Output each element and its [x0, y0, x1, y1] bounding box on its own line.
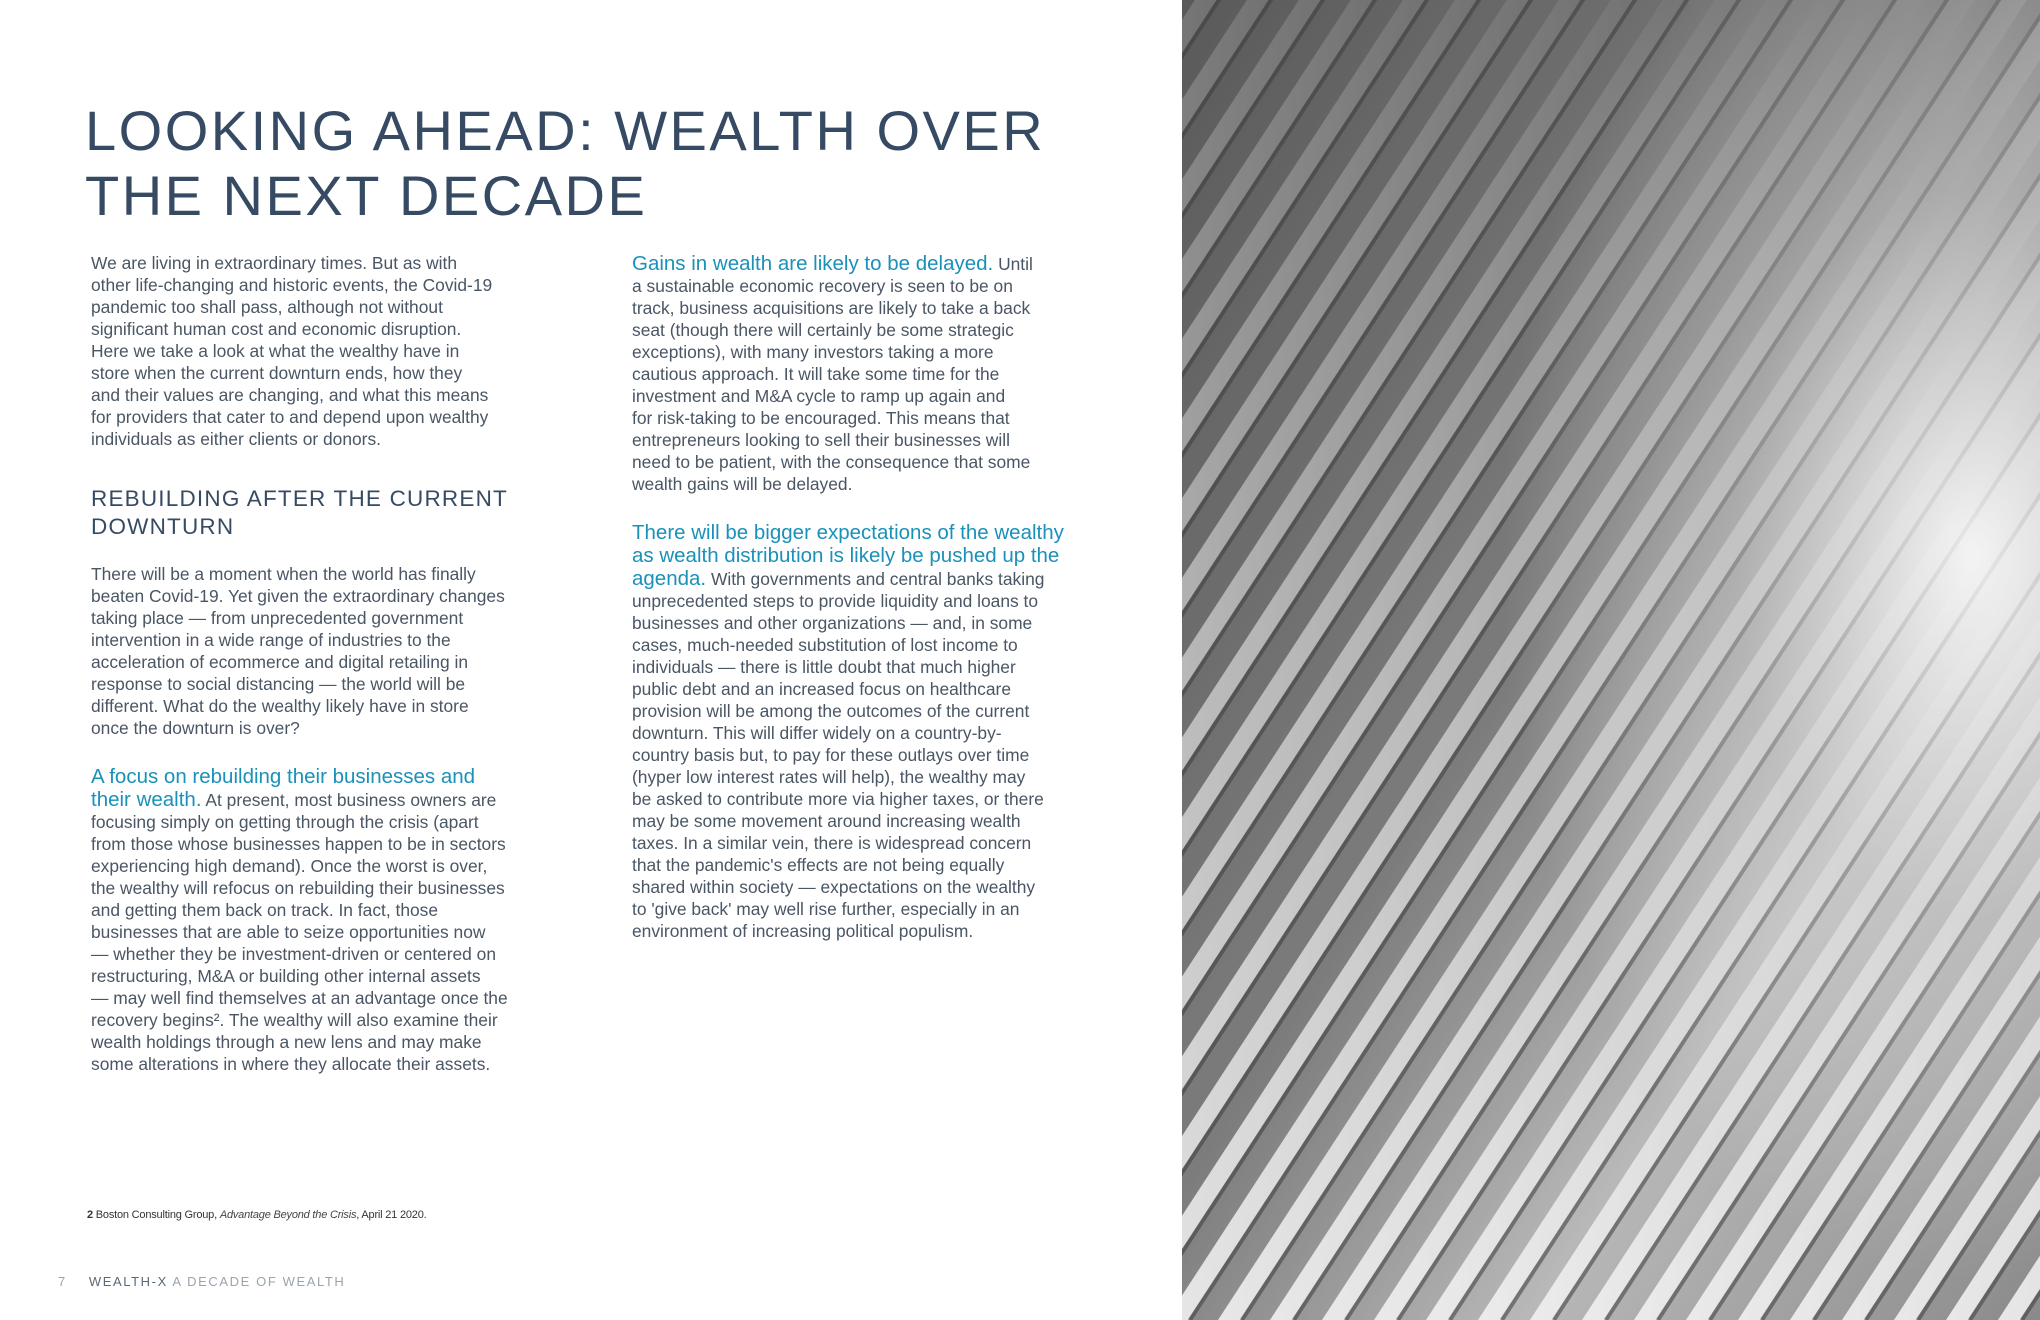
text-line: individuals as either clients or donors.	[91, 429, 381, 449]
text-line: response to social distancing — the world will be	[91, 674, 466, 694]
text-line: for providers that cater to and depend upon wealthy	[91, 407, 489, 427]
text-line: With governments and central banks taking	[706, 569, 1045, 589]
footer-publication: A DECADE OF WEALTH	[167, 1274, 346, 1289]
footnote-date: , April 21 2020.	[356, 1209, 427, 1221]
text-line: businesses that are able to seize opportunities now	[91, 922, 486, 942]
gains-paragraph	[632, 252, 1132, 495]
expectations-paragraph	[632, 521, 1132, 942]
text-line: shared within society — expectations on the wealthy	[632, 877, 1036, 897]
text-line: public debt and an increased focus on healthcare	[632, 679, 1011, 699]
expectations-lead-text: There will be bigger expectations of the wealthy	[632, 521, 1064, 544]
text-line: provision will be among the outcomes of the current	[632, 701, 1030, 721]
louvers-image	[1182, 0, 2040, 1320]
text-line: downturn. This will differ widely on a country-by-	[632, 723, 1002, 743]
text-line: acceleration of ecommerce and digital retailing in	[91, 652, 468, 672]
section-heading	[91, 485, 591, 541]
text-line: businesses and other organizations — and, in some	[632, 613, 1033, 633]
text-line: unprecedented steps to provide liquidity and loans to	[632, 591, 1039, 611]
text-line: Until	[993, 254, 1033, 274]
text-line: experiencing high demand). Once the worst is over,	[91, 856, 488, 876]
text-line: exceptions), with many investors taking a more	[632, 342, 994, 362]
focus-lead-text: their wealth.	[91, 788, 202, 811]
text-line: that the pandemic's effects are not being equally	[632, 855, 1005, 875]
intro-paragraph	[91, 252, 591, 450]
text-line: track, business acquisitions are likely to take a back	[632, 298, 1031, 318]
footnote-number: 2	[87, 1209, 93, 1221]
page-number: 7	[58, 1274, 67, 1289]
text-line: may be some movement around increasing wealth	[632, 811, 1021, 831]
text-line: be asked to contribute more via higher taxes, or there	[632, 789, 1044, 809]
text-line: from those whose businesses happen to be in sectors	[91, 834, 506, 854]
gains-lead-text: Gains in wealth are likely to be delayed.	[632, 252, 994, 275]
text-line: different. What do the wealthy likely have in store	[91, 696, 469, 716]
text-line: intervention in a wide range of industries to the	[91, 630, 451, 650]
text-line: a sustainable economic recovery is seen to be on	[632, 276, 1013, 296]
page-title-line-2: THE NEXT DECADE	[85, 164, 648, 227]
expectations-lead-text: agenda.	[632, 567, 707, 590]
expectations-lead-text: as wealth distribution is likely be pushed up the	[632, 544, 1060, 567]
text-line: taxes. In a similar vein, there is widespread concern	[632, 833, 1032, 853]
page-title-line-1: LOOKING AHEAD: WEALTH OVER	[85, 99, 1046, 162]
text-line: other life-changing and historic events, the Covid-19	[91, 275, 493, 295]
text-line: taking place — from unprecedented government	[91, 608, 464, 628]
text-line: individuals — there is little doubt that much higher	[632, 657, 1016, 677]
text-line: seat (though there will certainly be some strategic	[632, 320, 1014, 340]
text-line: At present, most business owners are	[201, 790, 497, 810]
text-line: We are living in extraordinary times. But as with	[91, 253, 457, 273]
text-line: There will be a moment when the world has finally	[91, 564, 476, 584]
architectural-louvers-photo	[1182, 0, 2040, 1320]
text-line: for risk-taking to be encouraged. This means that	[632, 408, 1010, 428]
text-line: significant human cost and economic disruption.	[91, 319, 462, 339]
text-line: pandemic too shall pass, although not without	[91, 297, 443, 317]
text-line: cautious approach. It will take some time for the	[632, 364, 1000, 384]
text-line: wealth gains will be delayed.	[632, 474, 853, 494]
section-heading-line: REBUILDING AFTER THE CURRENT	[91, 486, 508, 511]
text-line: store when the current downturn ends, how they	[91, 363, 463, 383]
text-line: Here we take a look at what the wealthy have in	[91, 341, 460, 361]
text-line: (hyper low interest rates will help), the wealthy may	[632, 767, 1026, 787]
text-line: investment and M&A cycle to ramp up again and	[632, 386, 1006, 406]
text-line: wealth holdings through a new lens and may make	[91, 1032, 482, 1052]
footnote-source: Boston Consulting Group,	[92, 1209, 220, 1221]
text-line: the wealthy will refocus on rebuilding their businesses	[91, 878, 505, 898]
text-line: country basis but, to pay for these outlays over time	[632, 745, 1030, 765]
text-line: need to be patient, with the consequence that some	[632, 452, 1031, 472]
text-line: and getting them back on track. In fact, those	[91, 900, 439, 920]
focus-lead-text: A focus on rebuilding their businesses and	[91, 765, 476, 788]
focus-paragraph	[91, 765, 591, 1075]
text-line: — whether they be investment-driven or centered on	[91, 944, 497, 964]
text-line: recovery begins². The wealthy will also examine their	[91, 1010, 498, 1030]
page-footer	[58, 1274, 345, 1289]
text-line: once the downturn is over?	[91, 718, 300, 738]
text-line: focusing simply on getting through the crisis (apart	[91, 812, 479, 832]
section-heading-line: DOWNTURN	[91, 514, 235, 539]
rebuilding-paragraph	[91, 563, 591, 739]
right-column	[632, 252, 1132, 942]
text-line: some alterations in where they allocate their assets.	[91, 1054, 491, 1074]
text-line: and their values are changing, and what this means	[91, 385, 489, 405]
footnote	[87, 1209, 426, 1221]
text-line: entrepreneurs looking to sell their businesses will	[632, 430, 1010, 450]
left-column	[91, 252, 591, 1075]
page-title	[85, 98, 1085, 228]
text-line: beaten Covid-19. Yet given the extraordinary changes	[91, 586, 505, 606]
footnote-publication: Advantage Beyond the Crisis	[219, 1209, 357, 1221]
text-line: cases, much-needed substitution of lost income to	[632, 635, 1018, 655]
text-line: — may well find themselves at an advantage once the	[91, 988, 508, 1008]
text-line: restructuring, M&A or building other internal assets	[91, 966, 481, 986]
footer-brand: WEALTH-X	[88, 1274, 168, 1289]
text-line: environment of increasing political populism.	[632, 921, 974, 941]
text-line: to 'give back' may well rise further, especially in an	[632, 899, 1020, 919]
